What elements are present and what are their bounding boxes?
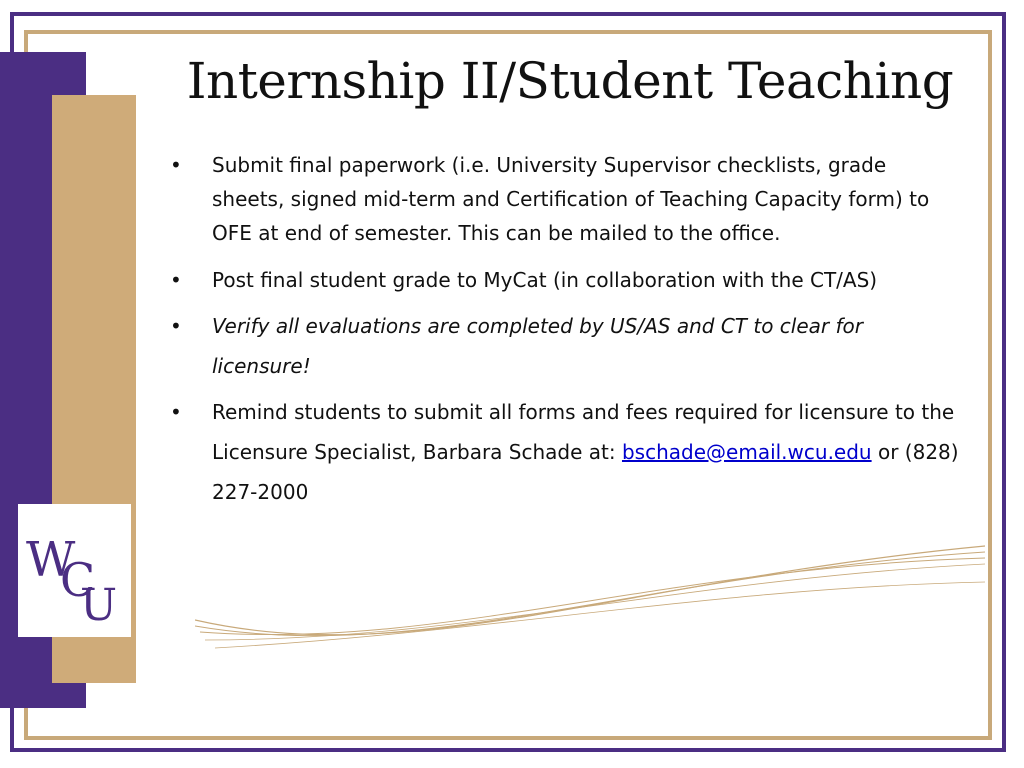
bullet-icon: • [170,400,182,424]
list-item [170,260,960,300]
svg-text:C: C [60,553,96,607]
wcu-logo-mark [18,504,131,637]
bullet-icon: • [170,268,182,292]
list-item [170,148,960,250]
bullet-list [170,148,960,518]
list-item [170,306,960,386]
slide-title: Internship II/Student Teaching [186,52,954,110]
svg-text:U: U [80,580,118,631]
bullet-icon: • [170,153,182,177]
list-item [170,392,960,512]
bullet-text: Remind students to submit all forms and fees required for licensure to the Licensure Specialist, Barbara Schade at: [212,400,955,464]
bullet-text: Submit final paperwork (i.e. University Supervisor checklists, grade sheets, signed mid-term and Certification of Teaching Capacity form) to OFE at end of semester. This can be mailed to the office. [212,153,930,245]
bullet-text: Verify all evaluations are completed by US/AS and CT to clear for licensure! [212,314,863,378]
svg-text:W: W [26,532,76,588]
email-link[interactable]: bschade@email.wcu.edu [621,440,872,464]
decorative-swoosh [195,540,985,655]
phone-text: or (828) 227-2000 [212,440,959,504]
bullet-icon: • [170,314,182,338]
bullet-text: Post final student grade to MyCat (in collaboration with the CT/AS) [212,268,878,292]
wcu-logo [18,504,131,637]
